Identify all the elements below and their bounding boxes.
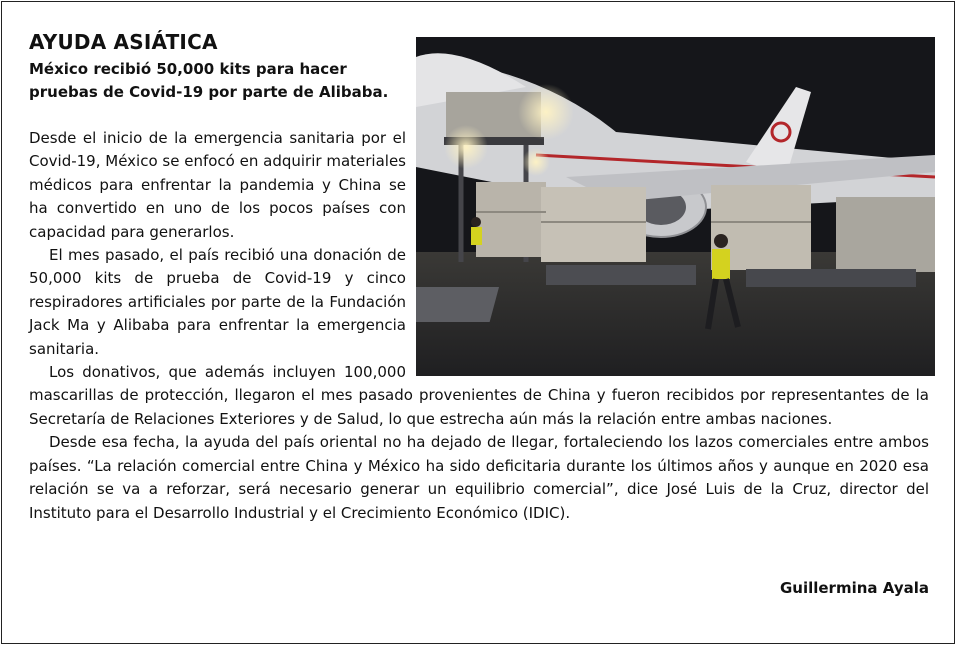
photo-wrap-spacer (406, 127, 929, 383)
byline: Guillermina Ayala (779, 579, 929, 597)
subheadline: México recibió 50,000 kits para hacer pruebas de Covid-19 por parte de Alibaba. (29, 60, 389, 101)
article-body (29, 127, 929, 525)
article-paragraph: El mes pasado, el país recibió una donación de 50,000 kits de prueba de Covid-19 y cinco respiradores artificiales por parte de la Fundación Jack Ma y Alibaba para enfrentar la emergencia sanitaria. (29, 246, 406, 358)
article-paragraph: Desde esa fecha, la ayuda del país oriental no ha dejado de llegar, fortaleciendo los lazos comerciales entre ambos países. “La relación comercial entre China y México ha sido deficitaria durante los últimos años y aunque en 2020 esa relación se va a reforzar, será necesario generar un equilibrio comercial”, dice José Luis de la Cruz, director del Instituto para el Desarrollo Industrial y el Crecimiento Económico (IDIC). (29, 433, 929, 522)
article-paragraph: Los donativos, que además incluyen 100,000 mascarillas de protección, llegaron el mes pasado provenientes de China y fueron recibidos por representantes de la Secretaría de Relaciones Exteriores y de Salud, lo que estrecha aún más la relación entre ambas naciones. (29, 363, 929, 428)
article-paragraph: Desde el inicio de la emergencia sanitaria por el Covid-19, México se enfocó en adquirir materiales médicos para enfrentar la pandemia y China se ha convertido en uno de los pocos países con capacidad para generarlos. (29, 129, 406, 241)
headline: AYUDA ASIÁTICA (29, 30, 218, 54)
